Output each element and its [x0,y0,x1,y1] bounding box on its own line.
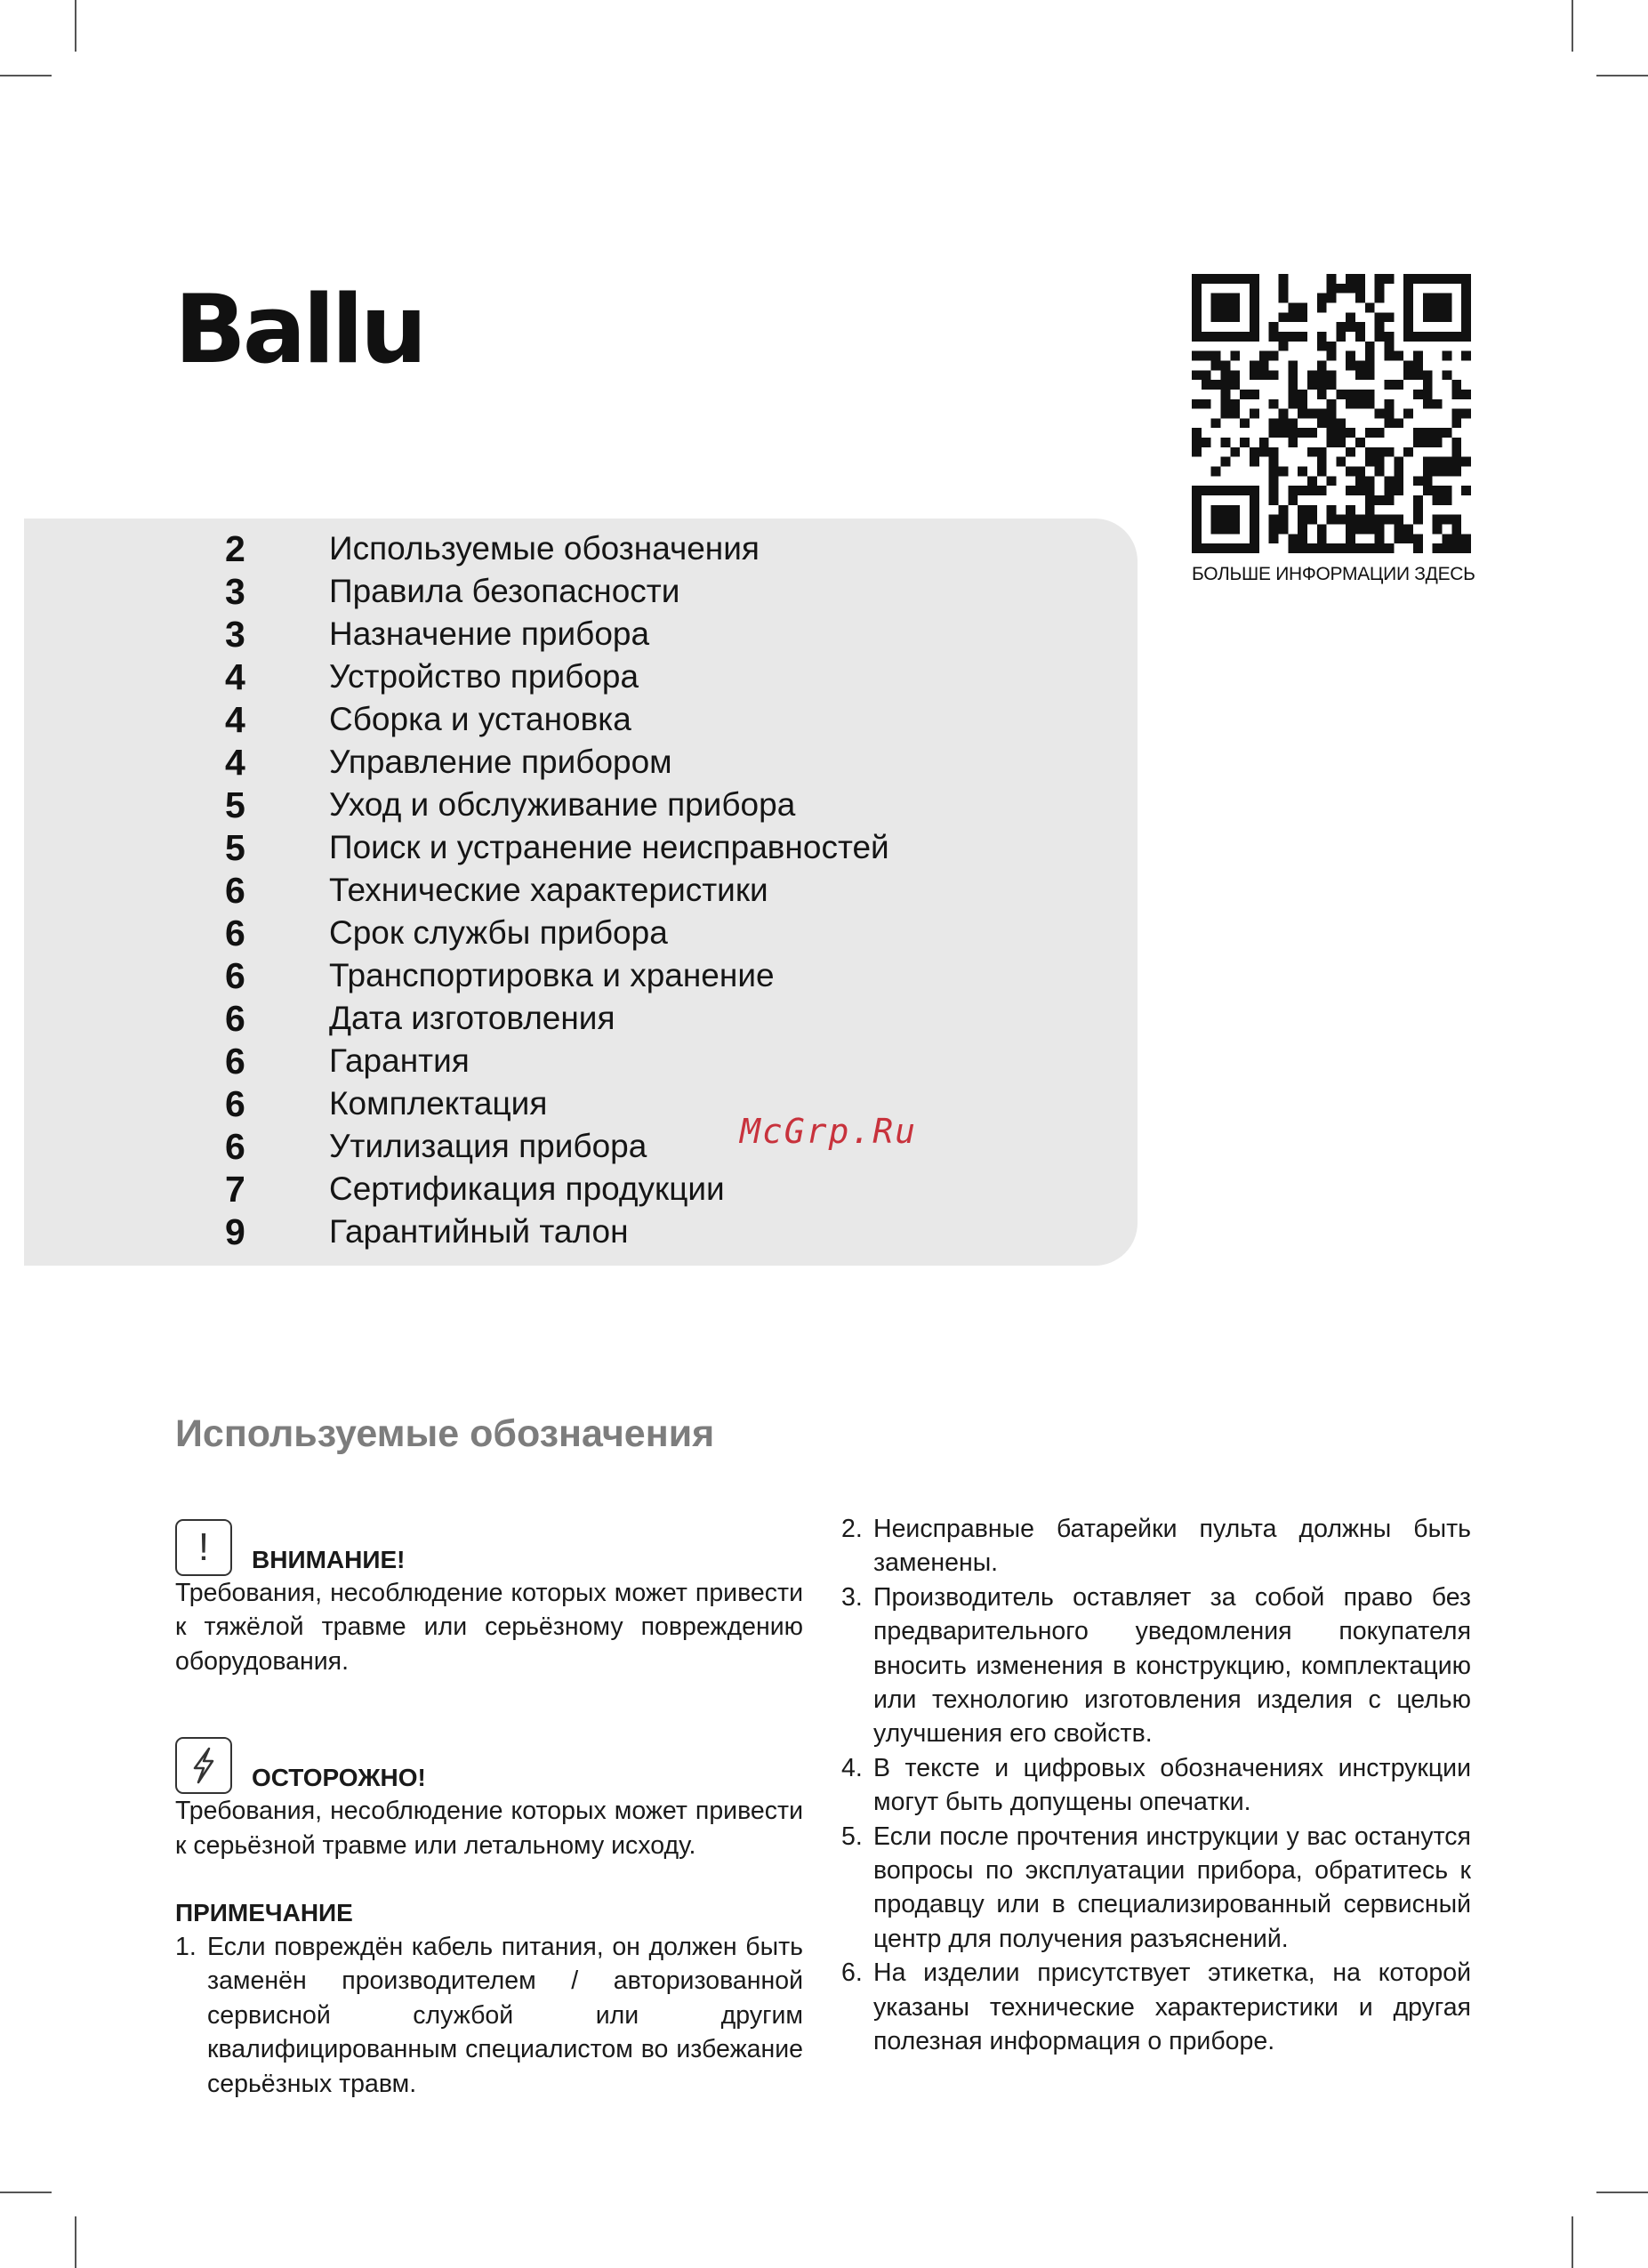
caution-header [175,1730,803,1794]
toc-title: Транспортировка и хранение [329,957,775,993]
toc-page-number: 6 [225,869,245,911]
note-item [841,1751,1471,1820]
toc-item[interactable] [24,1040,1138,1082]
note-text: На изделии присутствует этикетка, на которой указаны технические характеристики и другая полезная информация о приборе. [873,1958,1471,2056]
note-text: В тексте и цифровых обозначениях инструкции могут быть допущены опечатки. [873,1753,1471,1817]
toc-item[interactable] [24,784,1138,826]
toc-title: Уход и обслуживание прибора [329,786,796,823]
note-text: Если повреждён кабель питания, он должен быть заменён производителем / авторизованной сервисной службой или другим квалифицированным специалистом во избежание серьёзных травм. [207,1933,803,2098]
toc-page-number: 2 [225,527,245,569]
toc-item[interactable] [24,698,1138,741]
toc-page-number: 6 [225,1082,245,1124]
toc-page-number: 3 [225,570,245,612]
note-item [841,1580,1471,1751]
toc-title: Комплектация [329,1085,548,1122]
toc-title: Устройство прибора [329,658,639,695]
crop-mark [1572,2216,1573,2268]
toc-item[interactable] [24,741,1138,784]
toc-item[interactable] [24,826,1138,869]
toc-item[interactable] [24,1082,1138,1125]
crop-mark [0,2192,52,2193]
crop-mark [75,2216,76,2268]
section-heading: Используемые обозначения [175,1412,715,1455]
note-number: 2. [841,1515,863,1543]
toc-item[interactable] [24,527,1138,570]
note-item [175,1930,803,2101]
note-text: Производитель оставляет за собой право без предварительного уведомления покупателя вносить изменения в конструкцию, комплектацию или технологию изготовления изделия с целью улучшения его свойств. [873,1582,1471,1749]
toc-item[interactable] [24,1125,1138,1168]
note-number: 4. [841,1753,863,1782]
toc-title: Срок службы прибора [329,914,668,951]
qr-caption: БОЛЬШЕ ИНФОРМАЦИИ ЗДЕСЬ [1192,564,1475,584]
toc-title: Управление прибором [329,744,672,780]
note-item [841,1820,1471,1957]
toc-title: Правила безопасности [329,573,680,609]
toc-title: Дата изготовления [329,1000,615,1036]
toc-page-number: 4 [225,698,245,740]
crop-mark [1596,75,1648,76]
note-number: 3. [841,1582,863,1612]
attention-label: ВНИМАНИЕ! [252,1546,406,1573]
table-of-contents [24,519,1138,1266]
note-text: Неисправные батарейки пульта должны быть заменены. [873,1515,1471,1578]
note-number: 1. [175,1933,197,1962]
right-column [841,1512,1471,2059]
toc-page-number: 6 [225,954,245,996]
lightning-icon [175,1737,232,1794]
attention-header [175,1512,803,1576]
toc-title: Назначение прибора [329,615,650,652]
toc-title: Гарантийный талон [329,1213,629,1250]
crop-mark [1596,2192,1648,2193]
note-heading: ПРИМЕЧАНИЕ [175,1899,353,1927]
note-number: 5. [841,1822,863,1851]
toc-page-number: 6 [225,997,245,1039]
toc-page-number: 9 [225,1210,245,1252]
brand-logo: Ballu [174,275,424,384]
exclamation-icon: ! [175,1519,232,1576]
left-column [175,1512,803,2101]
toc-item[interactable] [24,613,1138,655]
toc-item[interactable] [24,1210,1138,1253]
toc-item[interactable] [24,912,1138,954]
toc-page-number: 6 [225,1125,245,1167]
toc-item[interactable] [24,655,1138,698]
toc-title: Используемые обозначения [329,530,760,567]
toc-item[interactable] [24,869,1138,912]
toc-page-number: 6 [225,912,245,953]
toc-page-number: 6 [225,1040,245,1082]
notes-list [175,1930,803,2101]
qr-block[interactable] [1192,274,1475,585]
note-item [841,1956,1471,2058]
note-text: Если после прочтения инструкции у вас останутся вопросы по эксплуатации прибора, обратитесь к продавцу или в специализированный сервисный центр для получения разъяснений. [873,1822,1471,1953]
toc-title: Технические характеристики [329,872,768,908]
toc-page-number: 7 [225,1168,245,1210]
attention-text: Требования, несоблюдение которых может привести к тяжёлой травме или серьёзному повреждению оборудования. [175,1579,803,1676]
toc-page-number: 5 [225,784,245,825]
toc-item[interactable] [24,997,1138,1040]
toc-item[interactable] [24,1168,1138,1210]
toc-page-number: 4 [225,741,245,783]
crop-mark [0,75,52,76]
notes-list [841,1512,1471,2059]
toc-item[interactable] [24,570,1138,613]
caution-label: ОСТОРОЖНО! [252,1764,426,1792]
qr-code-icon[interactable] [1192,274,1471,553]
watermark: McGrp.Ru [740,1112,918,1151]
toc-title: Поиск и устранение неисправностей [329,829,889,865]
crop-mark [1572,0,1573,52]
toc-item[interactable] [24,954,1138,997]
toc-page-number: 4 [225,655,245,697]
toc-title: Гарантия [329,1042,470,1079]
caution-text: Требования, несоблюдение которых может привести к серьёзной травме или летальному исходу. [175,1797,803,1860]
toc-page-number: 3 [225,613,245,655]
note-number: 6. [841,1958,863,1988]
toc-page-number: 5 [225,826,245,868]
toc-title: Утилизация прибора [329,1128,647,1164]
note-item [841,1512,1471,1580]
toc-title: Сертификация продукции [329,1170,725,1207]
toc-title: Сборка и установка [329,701,631,737]
crop-mark [75,0,76,52]
